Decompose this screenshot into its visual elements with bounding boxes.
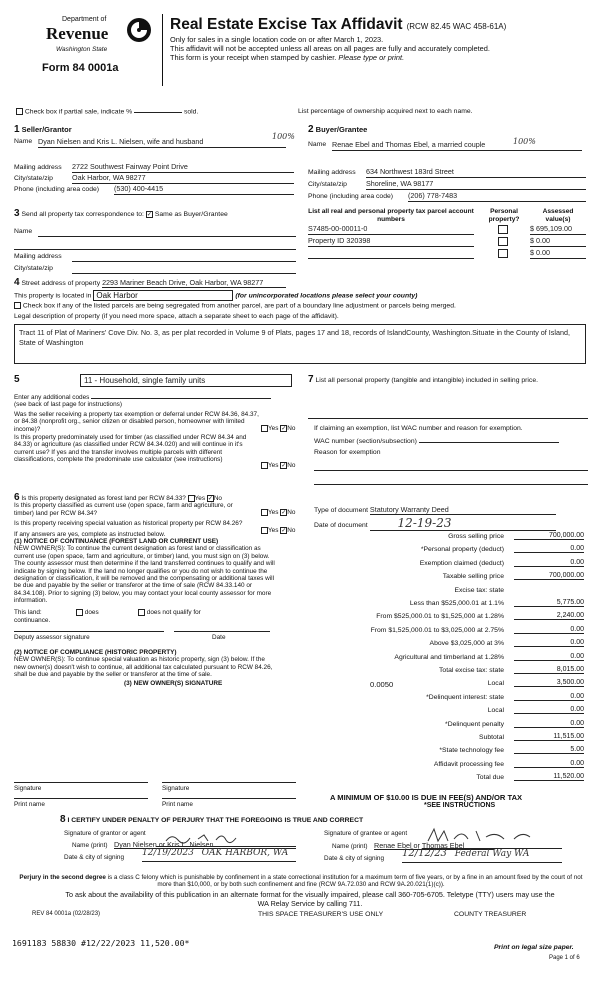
tax-row-label: Exemption claimed (deduct) [419,559,504,567]
section3-mailing-field[interactable] [72,261,296,262]
buyer-name-row [308,137,590,149]
assessed-value-field[interactable]: $ 0.00 [530,236,586,247]
section8-header [60,814,363,825]
current-use-yes-checkbox[interactable] [261,509,268,516]
new-owner-signatures [14,772,296,806]
grantor-block [64,828,304,872]
tax-row [314,558,586,572]
timber-yes-checkbox[interactable] [261,462,268,469]
deputy-date-line[interactable] [174,631,270,632]
tax-row-label: Local [487,707,504,715]
revenue-label: Revenue [46,24,109,43]
notice1-heading: (1) NOTICE OF CONTINUANCE (FOREST LAND OR CURRENT USE) [14,538,219,546]
section3-city-label: City/state/zip [14,265,53,272]
section7 [308,374,590,385]
current-use-text: Is this property classified as current use (open space, farm and agriculture, or timber) land per RCW 84.34? [14,502,233,517]
section6 [14,494,296,688]
grantee-date-label: Date & city of signing [324,855,385,862]
reason-line1[interactable] [314,470,588,471]
see-back-note: (see back of last page for instructions) [14,401,122,409]
form-title: Real Estate Excise Tax Affidavit [170,16,403,33]
seller-name-row [14,132,298,150]
grantor-name-label: Name (print) [72,842,108,849]
revenue-logo-icon [126,17,152,43]
owner1-signature-line[interactable] [14,782,148,783]
personal-property-checkbox[interactable] [498,225,508,234]
doc-type-row [314,505,590,515]
parcel-table [308,208,590,272]
tax-row-value[interactable]: 5,775.00 [514,599,584,607]
wac-number-row [314,438,590,445]
continuance-label: continuance. [14,616,51,624]
grantor-signature-label: Signature of grantor or agent [64,830,146,837]
exemption-no-checkbox[interactable]: ✓ [281,425,287,432]
exemption-yes-label: Yes [268,425,279,432]
grantor-date-label: Date & city of signing [64,854,125,861]
section3-mailing-row [14,253,298,260]
exemption-yesno [261,425,295,433]
tax-row [314,705,586,719]
section3-text: Send all property tax correspondence to: [21,211,144,218]
timber-no-checkbox[interactable]: ✓ [281,463,287,470]
header-line2: This affidavit will not be accepted unless all areas on all pages are fully and accurately completed. [170,44,490,53]
reason-label: Reason for exemption [314,449,381,456]
cashier-stamp: 1691183 58830 #12/22/2023 11,520.00* [12,938,190,948]
buyer-num: 2 [308,124,314,135]
tax-row-label: Local [487,680,504,688]
local-rate: 0.0050 [370,680,394,690]
tax-row [314,719,586,733]
located-in-label: This property is located in [14,292,92,300]
tax-row-value[interactable]: 2,240.00 [514,612,584,620]
exemption-question [14,411,296,433]
wac-number-field[interactable] [419,442,559,443]
seller-section [14,124,298,193]
notice2-heading: (2) NOTICE OF COMPLIANCE (HISTORIC PROPERTY) [14,648,177,656]
current-use-yes-label: Yes [268,509,279,517]
section3-city-row [14,265,298,272]
street-address-field[interactable]: 2293 Mariner Beach Drive, Oak Harbor, WA 98277 [102,278,286,288]
same-as-buyer-label: Same as Buyer/Grantee [154,211,228,218]
section4-num: 4 [14,277,20,288]
assessed-value-field[interactable]: $ 695,109.00 [530,224,586,235]
header-divider [162,14,163,86]
partial-sale-checkbox[interactable] [16,108,23,115]
additional-codes-field[interactable] [91,398,271,399]
forest-yes-checkbox[interactable] [188,495,195,502]
tax-row-label: *Delinquent interest: state [426,693,504,701]
perjury-text: is a class C felony which is punishable by confinement in a state correctional institution for a maximum term of five years, or by a fine in an amount fixed by the court of not more than $10,000, or by both such confinement and fine (RCW 9A.72.030 and RCW 9A.20.021(1)(c)). [107,874,583,889]
tax-row-value[interactable]: 11,520.00 [514,773,584,781]
timber-yesno [261,462,295,470]
tax-row-label: *Personal property (deduct) [420,546,504,554]
doc-date-row [314,516,590,531]
forest-question-text: Is this property designated as forest land per RCW 84.33? [21,495,186,502]
alternate-format-note: To ask about the availability of this publication in an alternate format for the visually impaired, please call 360-705-6705. Teletype (TTY) users may use the WA Relay Service by calling 711. [65,890,555,908]
certify-text: I CERTIFY UNDER PENALTY OF PERJURY THAT THE FOREGOING IS TRUE AND CORRECT [67,817,364,824]
historic-no-label: No [287,527,296,535]
grantor-city: OAK HARBOR, WA [201,848,289,858]
tax-row [314,638,586,652]
perjury-bold: Perjury in the second degree [19,874,106,881]
grantee-date: 12/12/23 [402,848,447,859]
seller-mailing-field[interactable]: 2722 Southwest Fairway Point Drive [72,162,294,173]
doc-type-label: Type of document [314,507,369,514]
parcel-col1-header: List all real and personal property tax parcel account numbers [308,208,474,223]
tax-row-value[interactable]: 0.00 [514,693,584,701]
header-line1: Only for sales in a single location code on or after March 1, 2023. [170,35,384,44]
tax-row-label: Excise tax: state [454,586,504,594]
section3-name-row [14,228,298,235]
list-percentage-note: List percentage of ownership acquired next to each name. [298,108,473,115]
segregated-checkbox[interactable] [14,302,21,309]
tax-row [314,759,586,773]
tax-row-value[interactable]: 700,000.00 [514,532,584,540]
seller-phone-field[interactable]: (530) 400-4415 [114,184,294,195]
historic-yes-label: Yes [268,527,279,535]
historic-yesno [261,527,295,535]
buyer-name-label: Name [308,141,327,148]
grantee-name-field[interactable]: Renae Ebel or Thomas Ebel [374,842,494,850]
tax-row-label: Less than $525,000.01 at 1.1% [409,600,504,607]
tax-row [314,571,586,585]
doc-date-label: Date of document [314,522,368,529]
tax-row-value[interactable]: 700,000.00 [514,572,584,580]
notice1-text: NEW OWNER(S): To continue the current designation as forest land or classification as current use (open space, farm and agriculture, or timber) land, you must sign on (3) below. The county assessor must then determine if the land transferred continues to qualify and will indicate by signing below. If the land no longer qualifies or you do not wish to continue the designation or classification, it will be removed and the compensating or additional taxes will be due and payable by the seller or transferor at the time of sale (RCW 84.33.140 or 84.34.108). Prior to signing (3) below, you may contact your local county assessor for more information. [14,545,275,605]
parcel-row [308,248,590,259]
buyer-ownership-pct: 100% [513,137,536,146]
partial-sold-label: sold. [183,108,199,116]
section3-blank-line[interactable] [14,249,296,250]
seller-city-field[interactable]: Oak Harbor, WA 98277 [72,173,294,184]
section3-mailing-label: Mailing address [14,253,62,260]
header-line3b: Please type or print. [338,53,405,62]
grantor-date: 12/19/2023 [142,848,194,858]
owner2-print-label: Print name [162,801,193,808]
this-land-row [14,609,296,625]
tax-row-label: Total excise tax: state [439,667,504,674]
parcel-number-field[interactable] [308,248,474,259]
tax-row [314,772,586,786]
timber-yes-label: Yes [268,462,279,470]
tax-row [314,585,586,599]
tax-row-label: Agricultural and timberland at 1.28% [394,653,504,661]
minimum-due-note: A MINIMUM OF $10.00 IS DUE IN FEE(S) AND/OR TAX [330,793,523,802]
grantee-name-label: Name (print) [332,843,368,850]
owner1-signature-label: Signature [14,785,42,792]
tax-row [314,732,586,746]
notice2-text: NEW OWNER(S): To continue special valuation as historic property, sign (3) below. If the new owner(s) doesn't wish to continue, all additional tax calculated pursuant to RCW 84.26, shall be due and payable by the seller or transferor at the time of sale. [14,656,273,678]
buyer-section [308,124,590,200]
section3-num: 3 [14,208,20,219]
doc-date-field[interactable]: 12-19-23 [370,516,556,531]
tax-row-value[interactable]: 0.00 [514,559,584,567]
deputy-row [14,631,296,649]
owner2-print-line[interactable] [162,798,296,799]
seller-city-row [14,175,298,182]
page-number: Page 1 of 6 [549,955,580,961]
form-revision: REV 84 0001a (02/28/23) [32,911,101,917]
grantee-date-city-field[interactable] [402,850,562,863]
exemption-question-text: Was the seller receiving a property tax exemption or deferral under RCW 84.36, 84.37, or 84.38 (nonprofit org., senior citizen or disabled person, homeowner with limited income)? [14,410,259,433]
tax-row-value[interactable]: 11,515.00 [514,733,584,741]
located-row [14,290,594,301]
wac-number-label: WAC number (section/subsection) [314,438,417,445]
tax-row [314,652,586,666]
historic-text: Is this property receiving special valuation as historical property per RCW 84.26? [14,520,243,528]
buyer-mailing-field[interactable]: 634 Northwest 183rd Street [366,167,586,178]
tax-row-value[interactable]: 3,500.00 [514,679,584,687]
section5 [14,374,296,385]
buyer-city-field[interactable]: Shoreline, WA 98177 [366,179,586,190]
seller-phone-label: Phone (including area code) [14,186,100,193]
wac-claim-note: If claiming an exemption, list WAC number and reason for exemption. [314,425,523,432]
tax-row-value[interactable]: 0.00 [514,626,584,634]
personal-property-line[interactable] [308,418,588,419]
tax-row [314,544,586,558]
parcel-number-field[interactable]: S7485-00-00011-0 [308,224,474,235]
current-use-no-label: No [287,509,296,517]
section5-num: 5 [14,374,20,385]
land-does-checkbox[interactable] [76,609,83,616]
buyer-phone-row [308,193,590,200]
deputy-date-label: Date [212,633,226,641]
seller-name-label: Name [14,138,33,145]
historic-yes-checkbox[interactable] [261,527,268,534]
tax-row-label: Subtotal [479,734,504,741]
tax-row-value[interactable]: 0.00 [514,706,584,714]
section8-num: 8 [60,814,66,825]
perjury-notice [16,874,586,889]
current-use-no-checkbox[interactable]: ✓ [281,510,287,517]
forest-question [14,494,296,502]
section7-text: List all personal property (tangible and intangible) included in selling price. [315,377,538,384]
treasurer-use-only: THIS SPACE TREASURER'S USE ONLY [258,911,384,918]
legal-description-label: Legal description of property (if you need more space, attach a separate sheet to each page of the affidavit). [14,313,339,320]
buyer-phone-field[interactable]: (206) 778-7483 [408,191,586,202]
seller-name-field[interactable]: Dyan Nielsen and Kris L. Nielsen, wife and husband [38,137,286,148]
tax-row-value[interactable]: 5.00 [514,746,584,754]
legal-size-note: Print on legal size paper. [494,944,574,951]
buyer-phone-label: Phone (including area code) [308,193,394,200]
assessed-value-field[interactable]: $ 0.00 [530,248,586,259]
buyer-mailing-row [308,169,590,176]
tax-row-value[interactable]: 8,015.00 [514,666,584,674]
seller-heading: Seller/Grantor [21,125,72,134]
tax-row [314,678,586,692]
washington-state-label: Washington State [56,46,108,53]
historic-no-checkbox[interactable]: ✓ [281,528,287,535]
see-instructions-note: *SEE INSTRUCTIONS [424,802,496,809]
deputy-signature-line[interactable] [14,631,164,632]
tax-row-label: Affidavit processing fee [433,760,504,768]
tax-row-value[interactable]: 0.00 [514,545,584,553]
header-line3 [170,53,590,62]
tax-row [314,625,586,639]
tax-row-label: Gross selling price [448,533,504,540]
parcel-col3-header: Assessed value(s) [542,208,574,223]
tax-row [314,692,586,706]
grantee-city: Federal Way WA [454,849,530,859]
parcel-row [308,224,590,235]
form-rcw: (RCW 82.45 WAC 458-61A) [406,22,507,31]
land-does-not-checkbox[interactable] [138,609,145,616]
doc-type-field[interactable]: Statutory Warranty Deed [370,505,556,515]
tax-row-value[interactable]: 0.00 [514,653,584,661]
owner2-signature-label: Signature [162,785,190,792]
tax-row-label: Above $3,025,000 at 3% [429,640,504,648]
parcel-row [308,236,590,247]
form-title-block [170,16,590,62]
tax-row [314,665,586,679]
buyer-city-label: City/state/zip [308,181,347,188]
current-use-question [14,502,296,517]
section3-name-label: Name [14,228,33,235]
form-number: Form 84 0001a [42,62,119,74]
section3 [14,208,298,272]
dept-of-label: Department of [62,16,107,23]
forest-no-label: No [213,495,222,502]
exemption-no-label: No [287,425,296,432]
county-treasurer: COUNTY TREASURER [454,911,527,918]
tax-row-value[interactable]: 0.00 [514,720,584,728]
land-use-code-select[interactable]: 11 - Household, single family units [80,374,292,387]
timber-no-label: No [287,462,296,470]
seller-ownership-pct: 100% [272,132,295,141]
tax-row-label: *Delinquent penalty [445,720,504,728]
same-as-buyer-checkbox[interactable]: ✓ [146,211,152,218]
partial-sale-label: Check box if partial sale, indicate % [24,108,133,116]
tax-row-label: From $1,525,000.01 to $3,025,000 at 2.75% [370,626,504,634]
legal-description-box[interactable] [14,324,586,364]
seller-city-label: City/state/zip [14,175,53,182]
section3-city-field[interactable] [72,273,296,274]
land-does-label: does [84,608,99,616]
personal-property-checkbox[interactable] [498,249,508,258]
tax-row [314,745,586,759]
seller-num: 1 [14,124,20,135]
deputy-signature-label: Deputy assessor signature [14,633,90,641]
seller-mailing-row [14,164,298,171]
owner2-signature-line[interactable] [162,782,296,783]
located-in-select[interactable]: Oak Harbor [93,290,233,301]
parcel-number-field[interactable]: Property ID 320398 [308,236,474,247]
section7-num: 7 [308,374,314,385]
segregated-row [14,302,596,309]
tax-row-label: From $525,000.01 to $1,525,000 at 1.28% [376,613,504,621]
tax-row [314,611,586,625]
street-address-label: Street address of property [21,280,101,287]
this-land-label: This land: [14,608,42,616]
grantor-date-city-field[interactable] [142,850,296,862]
section4 [14,277,594,288]
seller-phone-row [14,186,298,193]
tax-row [314,531,586,545]
tax-row-label: Taxable selling price [442,573,504,581]
parcel-col2-header: Personal property? [488,208,520,223]
tax-row-value[interactable]: 0.00 [514,639,584,647]
grantee-signature-label: Signature of grantee or agent [324,830,408,837]
buyer-heading: Buyer/Grantee [315,125,368,134]
grantee-block [324,826,594,872]
buyer-mailing-label: Mailing address [308,169,356,176]
grantor-name-field[interactable]: Dyan Nielsen or Kris L. Nielsen [114,841,296,849]
owner1-print-label: Print name [14,801,45,808]
personal-property-checkbox[interactable] [498,237,508,246]
forest-yes-label: Yes [194,495,206,502]
section3-name-field[interactable] [38,236,296,237]
tax-row-value[interactable]: 0.00 [514,760,584,768]
timber-question-text: Is this property predominately used for timber (as classified under RCW 84.34 and 84.33) or agriculture (as classified under RCW 84.34.020) and will continue in it's current use? If yes and the transfer involves multiple parcels with different classifications, complete the predominate use calculator (see instructions) [14,434,247,464]
exemption-yes-checkbox[interactable] [261,425,268,432]
land-does-not-label: does not qualify for [146,608,201,616]
additional-codes-label: Enter any additional codes [14,394,90,401]
reason-line2[interactable] [314,484,588,485]
tax-row-label: Total due [476,774,504,782]
legal-description-text: Tract 11 of Plat of Mariners' Cove Div. No. 3, as per plat recorded in Volume 9 of Plats, pages 17 and 18, records of IslandCounty, Washington.Situate in the County of Island, State of Washington [19,328,570,347]
timber-question [14,434,296,470]
forest-no-checkbox[interactable]: ✓ [207,495,213,502]
owner1-print-line[interactable] [14,798,148,799]
section5-body [14,394,296,470]
dor-logo [40,14,158,84]
header-line3a: This form is your receipt when stamped by cashier. [170,53,337,62]
tax-row [314,598,586,612]
partial-sale-line [16,108,198,115]
unincorporated-note: (for unincorporated locations please select your county) [235,292,418,300]
tax-row-label: *State technology fee [439,747,504,755]
section6-num: 6 [14,492,20,503]
segregated-label: Check box if any of the listed parcels are being segregated from another parcel, are part of a boundary line adjustment or parcels being merged. [22,302,456,310]
seller-mailing-label: Mailing address [14,164,62,171]
if-yes-note: If any answers are yes, complete as instructed below. [14,530,166,538]
buyer-name-field[interactable]: Renae Ebel and Thomas Ebel, a married couple [332,140,582,151]
current-use-yesno [261,509,295,517]
buyer-city-row [308,181,590,188]
notice3-heading: (3) NEW OWNER(S) SIGNATURE [124,680,223,688]
